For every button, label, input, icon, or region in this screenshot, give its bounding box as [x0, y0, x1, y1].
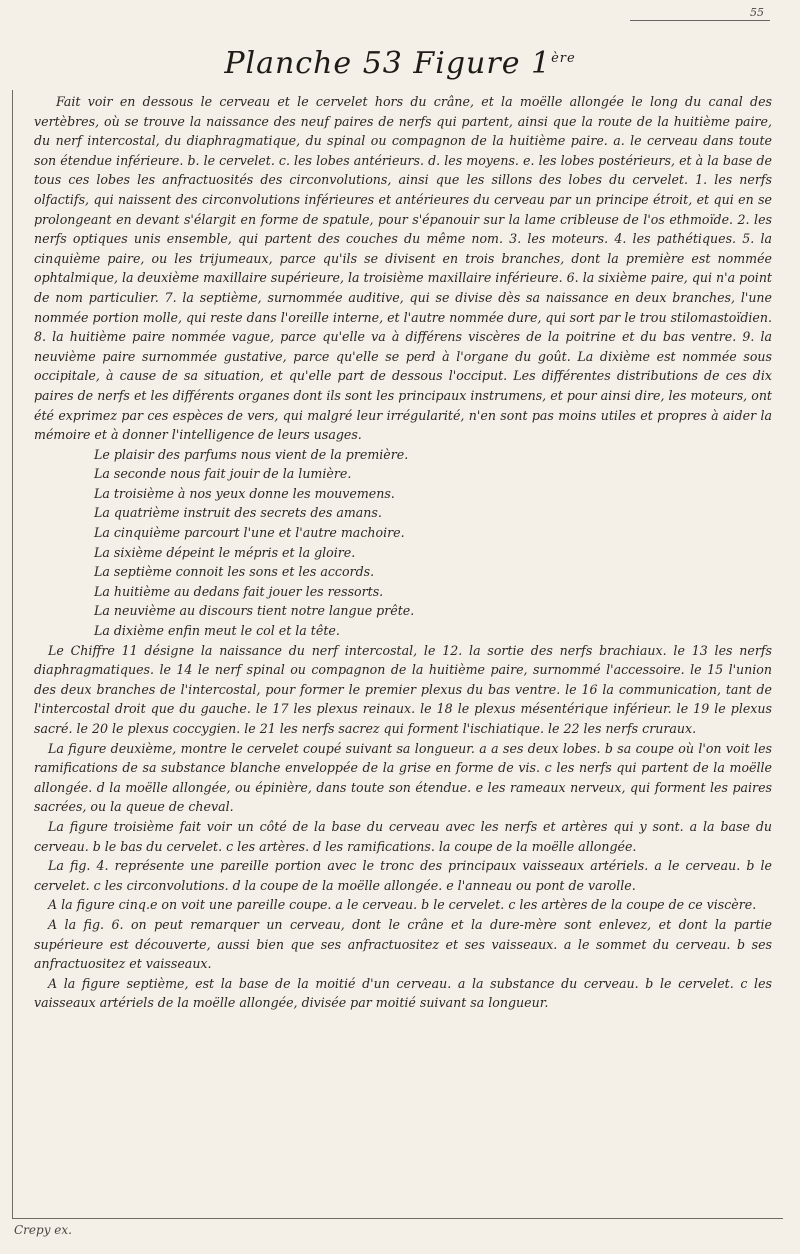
verse-line: La troisième à nos yeux donne les mouvemens. — [94, 485, 395, 501]
verse-line: La quatrième instruit des secrets des amans. — [94, 505, 382, 521]
figure-5-paragraph: A la figure cinq.e on voit une pareille coupe. a le cerveau. b le cervelet. c les artères de la coupe de ce viscère. — [48, 897, 757, 913]
engraver-signature: Crepy ex. — [14, 1223, 72, 1237]
page-number: 55 — [750, 6, 764, 19]
verse-line: La dixième enfin meut le col et la tête. — [94, 623, 340, 639]
plate-title-superscript: ère — [551, 51, 576, 66]
mnemonic-verses — [34, 445, 772, 641]
intro-paragraph: Fait voir en dessous le cerveau et le cervelet hors du crâne, et la moëlle allongée le long du canal des vertèbres, où se trouve la naissance des neuf paires de nerfs qui partent, ainsi que la route de la huitième paire, du nerf intercostal, du diaphragmatique, du spinal ou compagnon de la huitième paire. a. le cerveau dans toute son étendue inférieure. b. le cervelet. c. les lobes antérieurs. d. les moyens. e. les lobes postérieurs, et à la base de tous ces lobes les anfractuosités des circonvolutions, ainsi que les sillons des lobes du cervelet. 1. les nerfs olfactifs, qui naissent des circonvolutions inférieures et antérieures du cerveau par un principe étroit, et qui en se prolongeant en devant s'élargit en forme de spatule, pour s'épanouir sur la lame cribleuse de l'os ethmoïde. 2. les nerfs optiques unis ensemble, qui partent des couches du même nom. 3. les moteurs. 4. les pathétiques. 5. la cinquième paire, ou les trijumeaux, parce qu'ils se divisent en trois branches, dont la première est nommée ophtalmique, la deuxième maxillaire supérieure, la troisième maxillaire inférieure. 6. la sixième paire, qui n'a point de nom particulier. 7. la septième, surnommée auditive, qui se divise dès sa naissance en deux branches, l'une nommée portion molle, qui reste dans l'oreille interne, et l'autre nommée dure, qui sort par le trou stilomastoïdien. 8. la huitième paire nommée vague, parce qu'elle va à différens viscères de la poitrine et du bas ventre. 9. la neuvième paire surnommée gustative, parce qu'elle se perd à l'organe du goût. La dixième est nommée sous occipitale, à cause de sa situation, et qu'elle part de dessous l'occiput. Les différentes distributions de ces dix paires de nerfs et les différents organes dont ils sont les principaux instrumens, et pour ainsi dire, les moteurs, ont été exprimez par ces espèces de vers, qui malgré leur irrégularité, n'en sont pas moins utiles et propres à aider la mémoire et à donner l'intelligence de leurs usages. — [34, 94, 772, 443]
verse-line: Le plaisir des parfums nous vient de la première. — [94, 446, 409, 462]
figure-4-paragraph: La fig. 4. représente une pareille portion avec le tronc des principaux vaisseaux artériels. a le cerveau. b le cervelet. c les circonvolutions. d la coupe de la moëlle allongée. e l'anneau ou pont de varolle. — [34, 858, 772, 893]
verse-line: La seconde nous fait jouir de la lumière. — [94, 466, 352, 482]
verse-line: La neuvième au discours tient notre langue prête. — [94, 603, 415, 619]
verse-line: La septième connoit les sons et les accords. — [94, 564, 375, 580]
figure-7-paragraph: A la figure septième, est la base de la moitié d'un cerveau. a la substance du cerveau. b le cervelet. c les vaisseaux artériels de la moëlle allongée, divisée par moitié suivant sa longueur. — [34, 975, 772, 1011]
figure-6-paragraph: A la fig. 6. on peut remarquer un cerveau, dont le crâne et la dure-mère sont enlevez, et dont la partie supérieure est découverte, aussi bien que ses anfractuositez et ses vaisseaux. a le sommet du cerveau. b ses anfractuositez et vaisseaux. — [34, 916, 772, 972]
numbered-nerves-paragraph: Le Chiffre 11 désigne la naissance du nerf intercostal, le 12. la sortie des nerfs brachiaux. le 13 les nerfs diaphragmatiques. le 14 le nerf spinal ou compagnon de la huitième paire, surnommé l'accessoire. le 15 l'union des deux branches de l'intercostal, pour former le premier plexus du bas ventre. le 16 la communication, tant de l'intercostal droit que du gauche. le 17 les plexus reinaux. le 18 le plexus mésentérique inférieur. le 19 le plexus sacré. le 20 le plexus coccygien. le 21 les nerfs sacrez qui forment l'ischiatique. le 22 les nerfs cruraux. — [34, 642, 772, 736]
plate-title-text: Planche 53 Figure 1 — [224, 46, 552, 81]
plate-title — [0, 46, 800, 81]
verse-line: La cinquième parcourt l'une et l'autre machoire. — [94, 525, 405, 541]
figure-3-paragraph: La figure troisième fait voir un côté de la base du cerveau avec les nerfs et artères qui y sont. a la base du cerveau. b le bas du cervelet. c les artères. d les ramifications. la coupe de la moëlle allongée. — [34, 818, 772, 854]
verse-line: La sixième dépeint le mépris et la gloire. — [94, 544, 356, 560]
description-body — [34, 92, 772, 1013]
figure-2-paragraph: La figure deuxième, montre le cervelet coupé suivant sa longueur. a a ses deux lobes. b sa coupe où l'on voit les ramifications de sa substance blanche enveloppée de la grise en forme de vis. c les nerfs qui partent de la moëlle allongée. d la moëlle allongée, ou épinière, dans toute son étendue. e les rameaux nerveux, qui forment les paires sacrées, ou la queue de cheval. — [34, 740, 772, 815]
verse-line: La huitième au dedans fait jouer les ressorts. — [94, 583, 384, 599]
